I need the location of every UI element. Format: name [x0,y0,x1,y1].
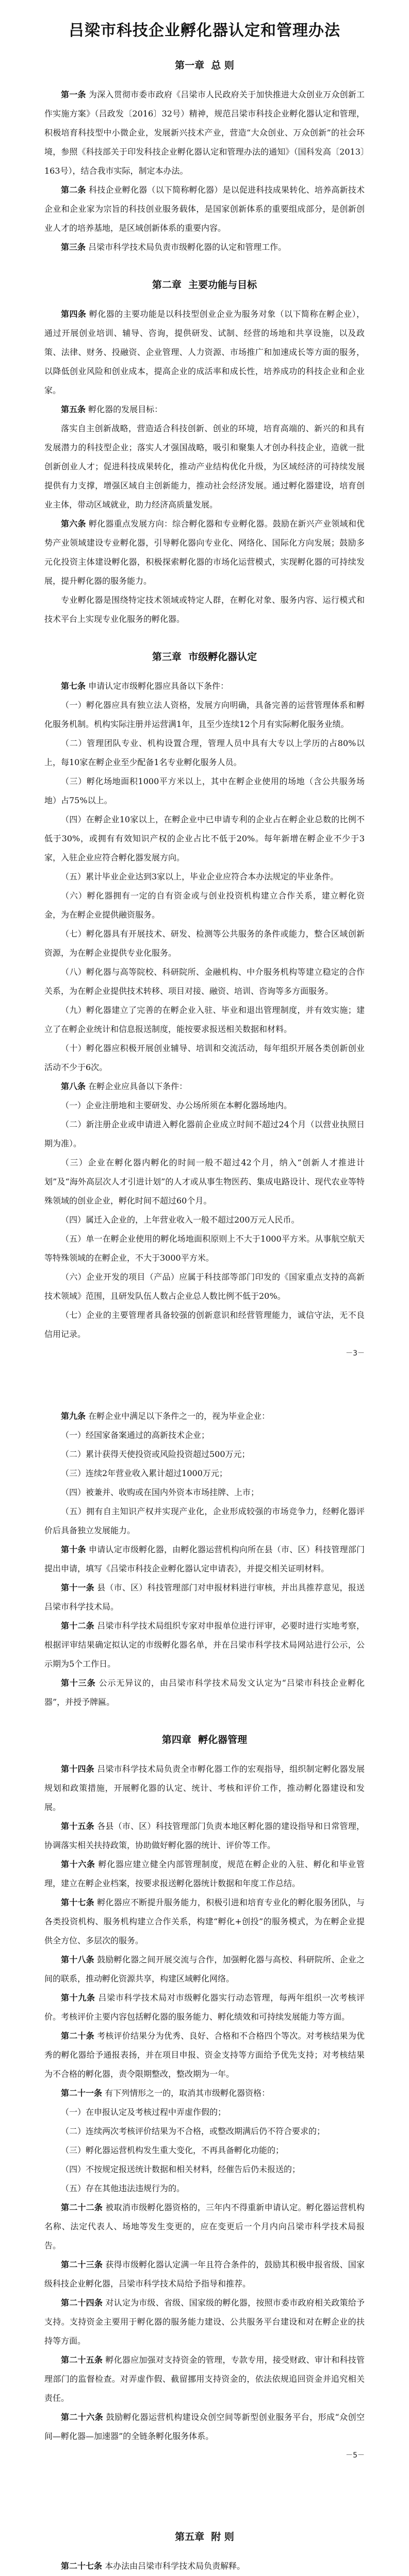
chapter-heading: 第二章 主要功能与目标 [152,279,257,291]
article-text: 各县（市、区）科技管理部门负责本地区孵化器的建设指导和日常管理，协调落实相关扶持政策，协助做好孵化器的统计、评价等工作。 [44,1821,365,1850]
article-paragraph [44,2141,365,2160]
article-paragraph [44,1001,365,1039]
article-paragraph [44,2556,365,2575]
article-paragraph [44,85,365,180]
article-text: （五）累计毕业企业达到3家以上，毕业企业应符合本办法规定的毕业条件。 [61,872,339,882]
article-paragraph [44,1616,365,1673]
article-text: 科技企业孵化器（以下简称孵化器）是以促进科技成果转化、培养高新技术企业和企业家为宗旨的科技创业服务载体，是国家创新体系的重要组成部分，是创新创业人才的培养基地，是区域创新体系的重要内容。 [44,185,365,233]
article-number: 第三条 [61,242,86,252]
article-text: 申请认定市级孵化器，由孵化器运营机构向所在县（市、区）科技管理部门提出申请，填写《吕梁市科技企业孵化器认定申请表》，并提交相关证明材料。 [44,1545,365,1573]
article-text: （五）拥有自主知识产权并实现产业化，企业形成较强的市场竞争力，经孵化器评价后具备独立发展能力。 [44,1506,365,1535]
article-paragraph [44,1817,365,1855]
article-number: 第十二条 [61,1621,94,1631]
article-paragraph [44,1578,365,1616]
article-text: （二）管理团队专业、机构设置合理，管理人员中具有大专以上学历的占80%以上，每10家在孵企业至少配备1名专业孵化服务人员。 [44,738,365,767]
article-number: 第十三条 [61,1678,96,1688]
article-paragraph [44,1673,365,1711]
article-paragraph [44,924,365,962]
document-body [44,58,365,2576]
article-text: 获得市级孵化器认定满一年且符合条件的，鼓励其积极申报省级、国家级科技企业孵化器，吕梁市科学技术局给予指导和推荐。 [44,2260,365,2289]
article-number: 第十五条 [61,1821,94,1831]
article-paragraph [44,1229,365,1267]
chapter-heading: 第四章 孵化器管理 [161,1734,248,1745]
article-text: （三）孵化器运营机构发生重大变化，不再具备孵化功能的； [61,2145,284,2155]
article-paragraph [44,2408,365,2446]
article-text: （一）在申报认定及考核过程中弄虚作假的； [61,2107,226,2117]
article-paragraph [44,2179,365,2198]
chapter-heading: 第一章 总 则 [175,60,234,71]
article-text: 公示无异议的，由吕梁市科学技术局发文认定为“吕梁市科技企业孵化器”，并授予牌匾。 [44,1678,365,1707]
article-paragraph [44,419,365,514]
page-number: －5－ [346,2451,365,2460]
article-text: 吕梁市科学技术局负责市级孵化器的认定和管理工作。 [88,242,287,252]
article-text: 申请认定市级孵化器应具备以下条件： [88,681,229,691]
article-text: （七）企业的主要管理者具备较强的创新意识和经营管理能力，诚信守法，无不良信用记录。 [44,1310,365,1339]
chapter-heading: 第五章 附 则 [175,2531,234,2543]
article-paragraph [44,400,365,419]
article-text: （一）经国家备案通过的高新技术企业； [61,1430,210,1440]
article-paragraph [44,2255,365,2293]
article-text: 在孵企业中满足以下条件之一的，视为毕业企业： [88,1411,270,1421]
article-text: 吕梁市科学技术局负责全市孵化器工作的宏观指导，组织制定孵化器发展规划和政策措施，开展孵化器的认定、统计、考核和评价工作，推动孵化器建设和发展。 [44,1764,365,1812]
article-paragraph [44,2083,365,2103]
article-paragraph [44,1406,365,1426]
chapter-heading: 第三章 市级孵化器认定 [152,651,257,663]
article-paragraph [44,1893,365,1950]
article-paragraph [44,1039,365,1077]
article-paragraph [44,696,365,734]
article-text: 有下列情形之一的，取消其市级孵化器资格： [105,2088,270,2098]
article-text: 专业孵化器是围绕特定技术领域或特定人群，在孵化对象、服务内容、运行模式和技术平台上实现专业化服务的孵化器。 [44,595,365,624]
article-number: 第一条 [61,90,86,99]
article-number: 第二十五条 [61,2355,103,2365]
article-paragraph [44,2122,365,2141]
article-number: 第二十三条 [61,2260,103,2269]
article-text: 吕梁市科学技术局对市级孵化器实行动态管理，每两年组织一次考核评价。考核评价主要内容包括孵化器的服务能力、孵化绩效和可持续发展能力等方面。 [44,1993,365,2022]
article-number: 第十一条 [61,1583,94,1592]
article-text: 为深入贯彻市委市政府《吕梁市人民政府关于加快推进大众创业万众创新工作实施方案》（吕政发〔2016〕32号）精神，规范吕梁市科技企业孵化器认定和管理，积极培育科技型中小微企业，发展新兴技术产业，营造“大众创业、万众创新”的社会环境，参照《科技部关于印发科技企业孵化器认定和管理办法的通知》（国科发高〔2013〕163号），结合我市实际，制定本办法。 [44,90,365,176]
article-number: 第二十条 [61,2031,94,2041]
article-text: 吕梁市科学技术局组织专家对申报单位进行评审，必要时进行实地考察，根据评审结果确定拟认定的市级孵化器名单，并在吕梁市科学技术局网站进行公示，公示期为5个工作日。 [44,1621,365,1669]
article-text: （六）企业开发的项目（产品）应属于科技部等部门印发的《国家重点支持的高新技术领域》范围，且研发队伍人数占企业总人数比例不低于20%。 [44,1272,365,1301]
article-paragraph [44,772,365,810]
article-number: 第二十二条 [61,2202,103,2212]
article-text: 鼓励孵化器之间开展交流与合作，加强孵化器与高校、科研院所、企业之间的联系，推动孵化资源共享，构建区域孵化网络。 [44,1955,365,1984]
article-number: 第十九条 [61,1993,95,2003]
article-paragraph [44,1855,365,1893]
article-number: 第六条 [61,519,86,529]
article-paragraph [44,1115,365,1153]
article-paragraph [44,1096,365,1115]
article-text: 考核评价结果分为优秀、良好、合格和不合格四个等次。对考核结果为优秀的孵化器给予通报表扬，并在项目申报、资金支持等方面给予优先支持；对考核结果为不合格的孵化器，责令限期整改，整改期为一年。 [44,2031,365,2079]
article-text: （五）存在其他违法违规行为的。 [61,2183,185,2193]
article-text: （六）孵化器拥有一定的自有资金或与创业投资机构建立合作关系，建立孵化资金，为在孵企业提供融资服务。 [44,891,365,920]
article-text: （九）孵化器建立了完善的在孵企业入驻、毕业和退出管理制度，并有效实施；建立了在孵企业统计和信息报送制度，能按要求报送相关数据和材料。 [44,1005,365,1034]
article-paragraph [44,1988,365,2026]
article-text: 孵化器的发展目标： [88,404,163,414]
article-paragraph [44,867,365,886]
article-number: 第四条 [61,309,87,319]
article-number: 第十七条 [61,1897,94,1907]
article-paragraph [44,238,365,257]
article-paragraph [44,1483,365,1502]
article-paragraph [44,1950,365,1988]
article-paragraph [44,1153,365,1210]
article-paragraph [44,1306,365,1344]
article-text: 在孵企业应具备以下条件： [88,1081,188,1091]
article-paragraph [44,514,365,590]
article-number: 第九条 [61,1411,86,1421]
article-paragraph [44,590,365,629]
article-paragraph [44,1445,365,1464]
article-number: 第二十六条 [61,2412,104,2422]
article-number: 第二十一条 [61,2088,103,2098]
article-paragraph [44,2103,365,2122]
article-text: 县（市、区）科技管理部门对申报材料进行审核，并出具推荐意见，报送吕梁市科学技术局。 [44,1583,365,1612]
article-text: 鼓励孵化器运营机构建设众创空间等新型创业服务平台，形成“众创空间—孵化器—加速器”的全链条孵化服务体系。 [44,2412,365,2441]
article-paragraph [44,1540,365,1578]
page-break [44,1359,365,1406]
article-paragraph [44,2293,365,2350]
article-number: 第二十四条 [61,2298,103,2308]
article-paragraph [44,2026,365,2083]
article-text: （七）孵化器具有开展技术、研发、检测等公共服务的条件或能力，整合区域创新资源，为在孵企业提供专业化服务。 [44,929,365,958]
article-paragraph [44,180,365,238]
article-paragraph [44,676,365,696]
article-paragraph [44,1210,365,1229]
article-text: （一）企业注册地和主要研发、办公场所须在本孵化器场地内。 [61,1100,292,1110]
document-title: 吕梁市科技企业孵化器认定和管理办法 [69,22,340,40]
article-paragraph [44,734,365,772]
article-text: （一）孵化器应具有独立法人资格，发展方向明确，具备完善的运营管理体系和孵化服务机制。机构实际注册并运营满1年，且至少连续12个月有实际孵化服务业绩。 [44,700,365,729]
article-text: （三）连续2年营业收入累计超过1000万元； [61,1468,227,1478]
article-paragraph [44,1077,365,1096]
article-paragraph [44,1502,365,1540]
article-text: （三）企业在孵化器内孵化的时间一般不超过42个月，纳入“创新人才推进计划”及“海外高层次人才引进计划”的人才或从事生物医药、集成电路设计、现代农业等特殊领域的创业企业，孵化时间不超过60个月。 [44,1158,365,1206]
article-number: 第八条 [61,1081,86,1091]
article-paragraph [44,2350,365,2408]
article-number: 第十六条 [61,1859,95,1869]
article-paragraph [44,1267,365,1306]
article-text: （四）在孵企业10家以上，在孵企业中已申请专利的企业占在孵企业总数的比例不低于30%，或拥有有效知识产权的企业占比不低于20%。每年新增在孵企业不少于3家，入驻企业应符合孵化器发展方向。 [44,815,365,862]
article-text: 孵化器应加强对支持资金的管理，专款专用，接受财政、审计和科技管理部门的监督检查。对弄虚作假、截留挪用支持资金的，依法依规追回资金并追究相关责任。 [44,2355,365,2403]
article-paragraph [44,886,365,924]
page-break [44,2461,365,2509]
article-number: 第十八条 [61,1955,94,1964]
article-paragraph [44,1759,365,1817]
article-text: （二）累计获得天使投资或风险投资超过500万元； [61,1449,250,1459]
article-paragraph [44,1426,365,1445]
article-text: （二）新注册企业或申请进入孵化器前企业成立时间不超过24个月（以营业执照日期为准）。 [44,1120,365,1148]
article-paragraph [44,962,365,1001]
article-text: 本办法由吕梁市科学技术局负责解释。 [105,2561,246,2571]
article-text: 孵化器的主要功能是以科技型创业企业为服务对象（以下简称在孵企业），通过开展创业培训、辅导、咨询，提供研发、试制、经营的场地和共享设施，以及政策、法律、财务、投融资、企业管理、人力资源、市场推广和加速成长等方面的服务，以降低创业风险和创业成本，提高企业的成活率和成长性，培养成功的科技企业和企业家。 [44,309,365,395]
article-number: 第七条 [61,681,86,691]
article-paragraph [44,2160,365,2179]
article-paragraph [44,1464,365,1483]
article-paragraph [44,2198,365,2255]
article-paragraph [44,810,365,867]
article-text: （三）孵化场地面积1000平方米以上，其中在孵企业使用的场地（含公共服务场地）占75%以上。 [44,776,365,805]
article-text: （四）不按规定报送统计数据和相关材料，经催告后仍未报送的； [61,2164,301,2174]
article-number: 第五条 [61,404,86,414]
article-number: 第二条 [61,185,86,195]
article-text: （十）孵化器应积极开展创业辅导、培训和交流活动，每年组织开展各类创新创业活动不少于6次。 [44,1043,365,1072]
article-text: （二）连续两次考核评价结果为不合格，或整改期满后仍不符合要求的； [61,2126,325,2136]
article-text: （四）被兼并、收购或在国内外资本市场挂牌、上市； [61,1487,259,1497]
article-number: 第二十七条 [61,2561,103,2571]
article-text: 孵化器应不断提升服务能力，积极引进和培育专业化的孵化服务团队，与各类投资机构、服务机构建立合作关系，构建“孵化+创投”的服务模式，为在孵企业提供全方位、多层次的服务。 [44,1897,365,1945]
article-number: 第十四条 [61,1764,94,1774]
article-paragraph [44,304,365,400]
article-text: 落实自主创新战略，营造适合科技创新、创业的环境，培育高端的、新兴的和具有发展潜力的科技型企业；落实人才强国战略，吸引和聚集人才创办科技企业，造就一批创新创业人才；促进科技成果转化，推动产业结构优化升级，为区域经济的可持续发展提供有力支撑，增强区域自主创新能力，推动社会经济发展。通过孵化器建设，培育创业主体，带动区域就业，助力经济高质量发展。 [44,423,365,510]
article-text: 孵化器应建立健全内部管理制度，规范在孵企业的入驻、孵化和毕业管理，建立在孵企业档案，按要求报送孵化器统计数据和年度工作总结。 [44,1859,365,1888]
article-text: （八）孵化器与高等院校、科研院所、金融机构、中介服务机构等建立稳定的合作关系，为在孵企业提供技术转移、项目对接、融资、培训、咨询等多方面服务。 [44,967,365,996]
article-number: 第十条 [61,1545,86,1554]
article-text: 孵化器重点发展方向：综合孵化器和专业孵化器。鼓励在新兴产业领域和优势产业领域建设专业孵化器，引导孵化器向专业化、网络化、国际化方向发展；鼓励多元化投资主体建设孵化器，积极探索孵化器的市场化运营模式，实现孵化器的可持续发展，提升孵化器的服务能力。 [44,519,365,586]
article-text: 对认定为市级、省级、国家级的孵化器，按照市委市政府相关政策给予支持。支持资金主要用于孵化器的服务能力建设、公共服务平台建设和对在孵企业的扶持等方面。 [44,2298,365,2346]
page-number: －3－ [346,1349,365,1358]
article-text: 被取消市级孵化器资格的，三年内不得重新申请认定。孵化器运营机构名称、法定代表人、场地等发生变更的，应在变更后一个月内向吕梁市科学技术局报告。 [44,2202,365,2250]
article-text: （五）单一在孵企业使用的孵化场地面积原则上不大于1000平方米。从事航空航天等特殊领域的在孵企业，不大于3000平方米。 [44,1234,365,1263]
article-text: （四）属迁入企业的，上年营业收入一般不超过200万元人民币。 [61,1215,300,1225]
